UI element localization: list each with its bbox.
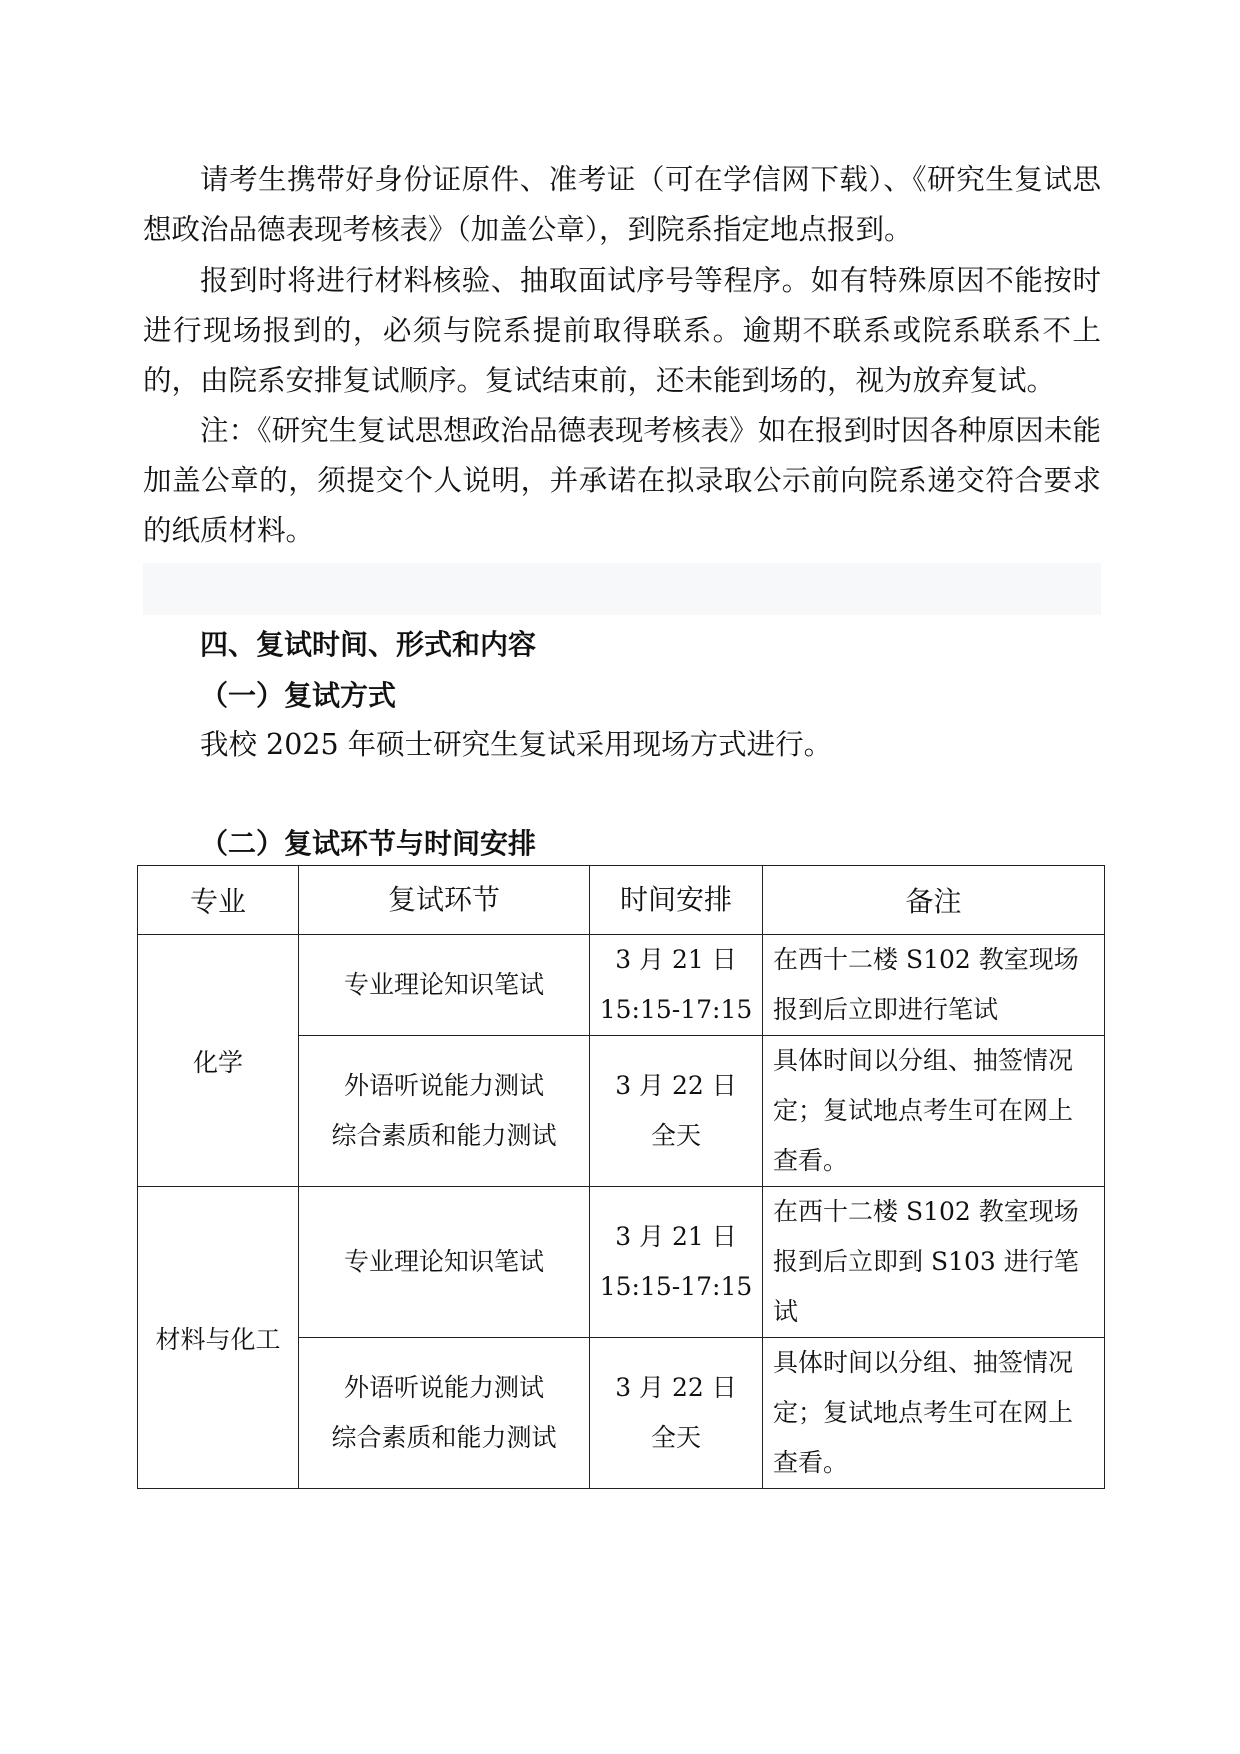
section-separator [143,563,1101,615]
major-cell: 化学 [138,935,299,1187]
paragraph-note: 注：《研究生复试思想政治品德表现考核表》如在报到时因各种原因未能加盖公章的，须提交个人说明，并承诺在拟录取公示前向院系递交符合要求的纸质材料。 [143,414,1101,547]
time-range: 15:15-17:15 [599,1272,753,1301]
time-range: 15:15-17:15 [599,995,753,1024]
note-cell: 具体时间以分组、抽签情况定；复试地点考生可在网上查看。 [763,1338,1105,1489]
major-cell: 材料与化工 [138,1187,299,1489]
time-date: 3 月 22 日 [615,1071,737,1100]
header-note: 备注 [763,866,1105,935]
time-date: 3 月 21 日 [615,945,737,974]
stage-cell [299,935,590,1036]
stage-text: 专业理论知识笔试 [343,1247,544,1276]
subsection-heading-schedule: （二）复试环节与时间安排 [200,827,537,860]
table-row [138,935,1105,1036]
stage-text: 综合素质和能力测试 [331,1423,557,1452]
stage-cell [299,1187,590,1338]
schedule-table [137,865,1105,1489]
time-date: 3 月 22 日 [615,1373,737,1402]
time-cell [590,1338,763,1489]
stage-text: 综合素质和能力测试 [331,1121,557,1150]
table-header-row [138,866,1105,935]
time-date: 3 月 21 日 [615,1222,737,1251]
stage-cell [299,1036,590,1187]
stage-text: 专业理论知识笔试 [343,970,544,999]
stage-cell [299,1338,590,1489]
time-range: 全天 [650,1423,701,1452]
table-row [138,1187,1105,1338]
time-cell [590,935,763,1036]
note-cell: 在西十二楼 S102 教室现场报到后立即进行笔试 [763,935,1105,1036]
method-text: 我校 2025 年硕士研究生复试采用现场方式进行。 [200,728,833,761]
section-heading: 四、复试时间、形式和内容 [200,628,537,661]
header-time: 时间安排 [590,866,763,935]
stage-text: 外语听说能力测试 [343,1071,544,1100]
header-major: 专业 [138,866,299,935]
note-cell: 在西十二楼 S102 教室现场报到后立即到 S103 进行笔试 [763,1187,1105,1338]
time-cell [590,1036,763,1187]
time-cell [590,1187,763,1338]
time-range: 全天 [650,1121,701,1150]
stage-text: 外语听说能力测试 [343,1373,544,1402]
header-stage: 复试环节 [299,866,590,935]
paragraph-check-in: 报到时将进行材料核验、抽取面试序号等程序。如有特殊原因不能按时进行现场报到的，必须与院系提前取得联系。逾期不联系或院系联系不上的，由院系安排复试顺序。复试结束前，还未能到场的，视为放弃复试。 [143,264,1101,397]
paragraph-documents: 请考生携带好身份证原件、准考证（可在学信网下载）、《研究生复试思想政治品德表现考核表》（加盖公章），到院系指定地点报到。 [143,163,1101,246]
subsection-heading-method: （一）复试方式 [200,679,397,712]
note-cell: 具体时间以分组、抽签情况定；复试地点考生可在网上查看。 [763,1036,1105,1187]
